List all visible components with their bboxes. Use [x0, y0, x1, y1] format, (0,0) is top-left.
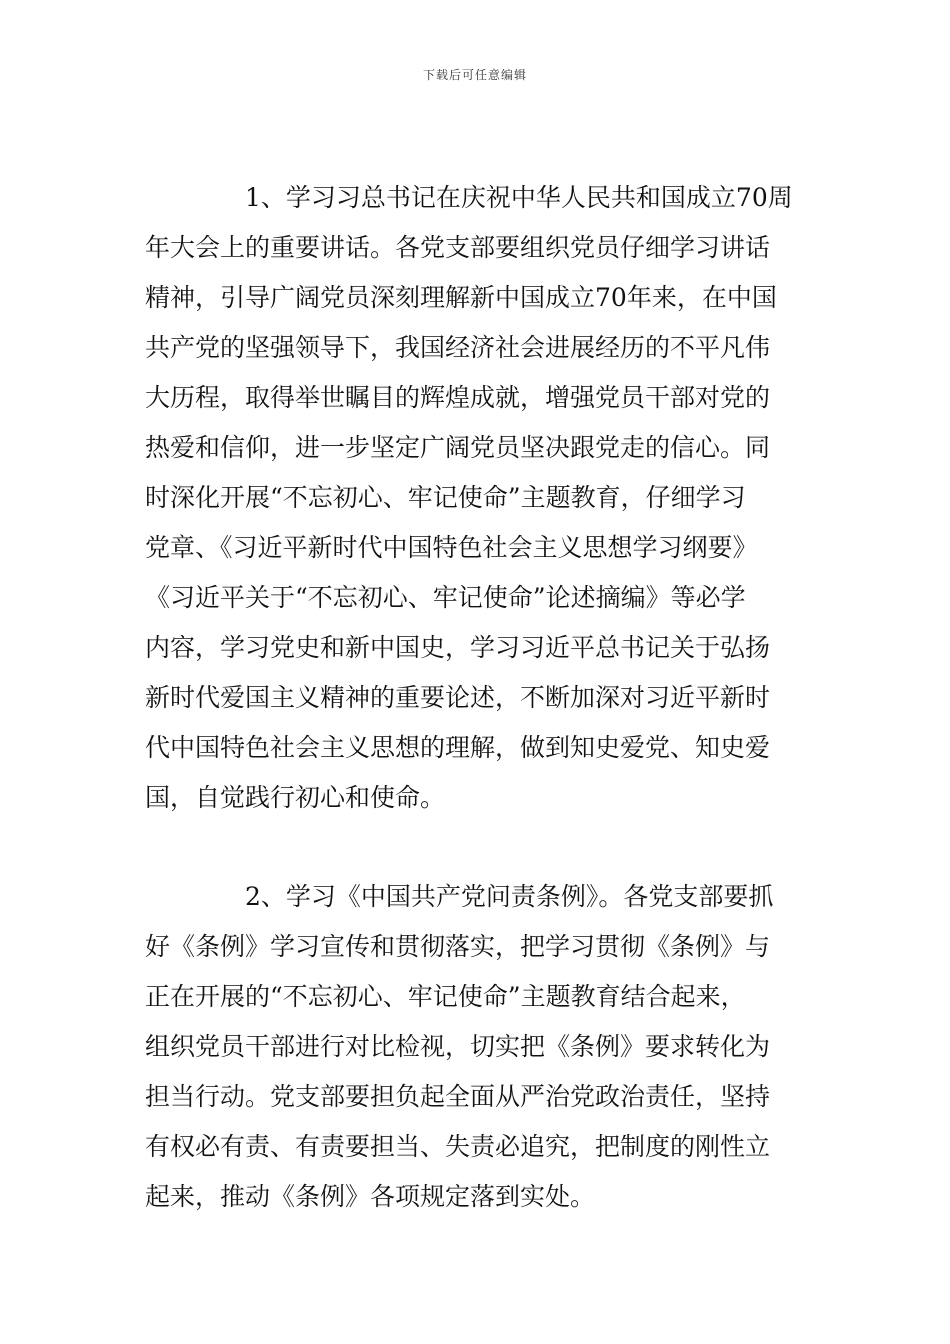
paragraph-line: 党章、《习近平新时代中国特色社会主义思想学习纲要》: [145, 533, 758, 562]
paragraph-line: 有权必有责、有责要担当、失责必追究，把制度的刚性立: [145, 1132, 771, 1161]
paragraph-line: 新时代爱国主义精神的重要论述，不断加深对习近平新时: [145, 683, 771, 712]
paragraph-line: 好《条例》学习宣传和贯彻落实，把学习贯彻《条例》与: [145, 932, 771, 961]
paragraph-line: 国，自觉践行初心和使命。: [145, 783, 446, 812]
paragraph-line: 代中国特色社会主义思想的理解，做到知史爱党、知史爱: [145, 733, 771, 762]
paragraph-line: 精神，引导广阔党员深刻理解新中国成立70年来，在中国: [145, 283, 777, 312]
paragraph-line: 大历程，取得举世瞩目的辉煌成就，增强党员干部对党的: [145, 383, 771, 412]
paragraph-line: 共产党的坚强领导下，我国经济社会进展经历的不平凡伟: [145, 333, 771, 362]
paragraph-line: 年大会上的重要讲话。各党支部要组织党员仔细学习讲话: [145, 233, 771, 262]
paragraph-line: 起来，推动《条例》各项规定落到实处。: [145, 1182, 596, 1211]
paragraph-line: 热爱和信仰，进一步坚定广阔党员坚决跟党走的信心。同: [145, 433, 771, 462]
paragraph-line: 1、学习习总书记在庆祝中华人民共和国成立70周: [245, 183, 793, 212]
paragraph-line: 《习近平关于“不忘初心、牢记使命”论述摘编》等必学: [145, 583, 746, 612]
page-header-note: 下载后可任意编辑: [422, 68, 527, 82]
paragraph-line: 2、学习《中国共产党问责条例》。各党支部要抓: [245, 882, 774, 911]
paragraph-line: 担当行动。党支部要担负起全面从严治党政治责任，坚持: [145, 1082, 771, 1111]
paragraph-line: 内容，学习党史和新中国史，学习习近平总书记关于弘扬: [145, 633, 771, 662]
paragraph-line: 正在开展的“不忘初心、牢记使命”主题教育结合起来，: [145, 982, 746, 1011]
paragraph-line: 时深化开展“不忘初心、牢记使命”主题教育，仔细学习: [145, 483, 746, 512]
paragraph-line: 组织党员干部进行对比检视，切实把《条例》要求转化为: [145, 1032, 771, 1061]
